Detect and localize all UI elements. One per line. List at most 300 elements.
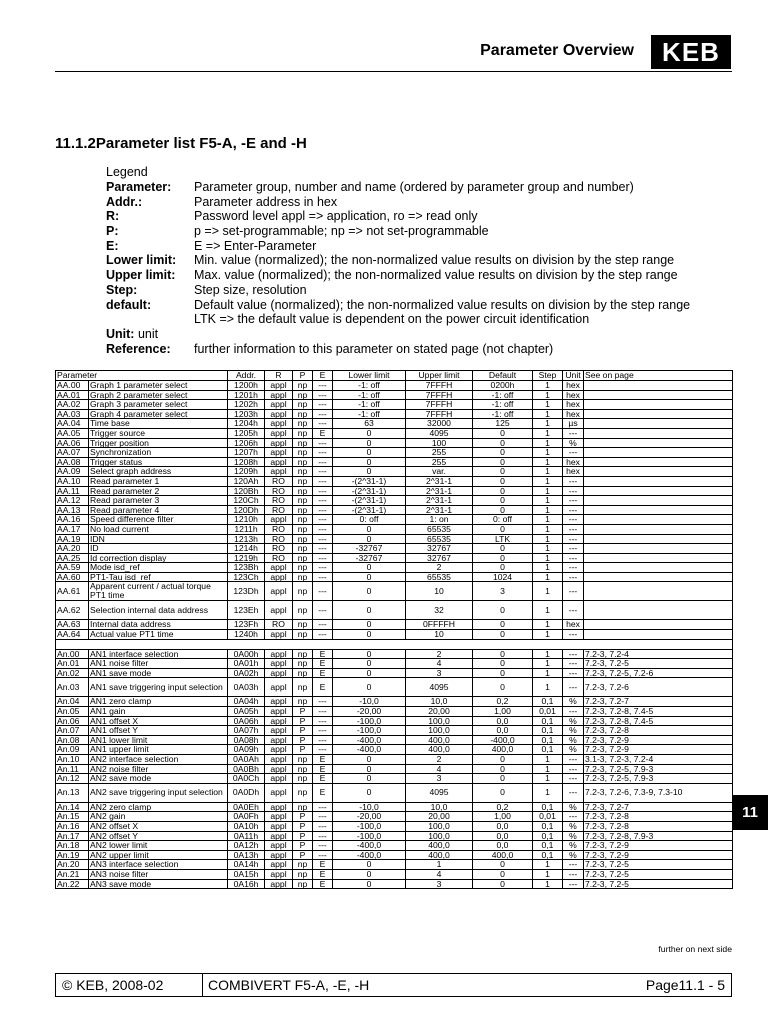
cell-lower-limit: 0 [333,457,406,467]
cell-p: np [293,457,313,467]
cell-step: 1 [533,582,563,601]
cell-addr: 1209h [228,467,265,477]
table-row [56,515,733,525]
cell-upper-limit: 3 [406,774,473,784]
cell-param-id: AA.10 [56,476,89,486]
legend-unit-row [106,327,732,342]
cell-r: appl [265,457,293,467]
cell-r: RO [265,620,293,630]
cell-addr: 0A05h [228,707,265,717]
cell-addr: 1219h [228,553,265,563]
cell-step: 1 [533,438,563,448]
cell-addr: 0A08h [228,735,265,745]
cell-addr: 0A0Fh [228,812,265,822]
cell-r: appl [265,869,293,879]
cell-e: --- [313,448,333,458]
cell-addr: 0A01h [228,659,265,669]
cell-param-name: Synchronization [89,448,228,458]
cell-default: 0 [473,783,533,802]
cell-r: appl [265,601,293,620]
cell-r: appl [265,707,293,717]
cell-addr: 123Bh [228,563,265,573]
cell-upper-limit: 400,0 [406,735,473,745]
table-group-aa [56,381,733,640]
spacer-row [56,639,733,649]
cell-step: 0,1 [533,726,563,736]
cell-step: 0,1 [533,745,563,755]
cell-p: np [293,879,313,889]
cell-unit: --- [563,879,584,889]
cell-r: appl [265,515,293,525]
cell-p: np [293,381,313,391]
cell-lower-limit: 0 [333,678,406,697]
table-row [56,716,733,726]
cell-param-name: AN1 offset X [89,716,228,726]
cell-e: E [313,659,333,669]
cell-lower-limit: 0 [333,563,406,573]
cell-step: 0,1 [533,802,563,812]
cell-r: appl [265,764,293,774]
cell-default: 0: off [473,515,533,525]
cell-step: 1 [533,869,563,879]
cell-unit: % [563,841,584,851]
cell-see-on-page [584,486,733,496]
cell-param-id: AA.19 [56,534,89,544]
table-row [56,381,733,391]
cell-default: 1,00 [473,707,533,717]
cell-param-name: AN2 zero clamp [89,802,228,812]
cell-param-name: AN2 offset X [89,821,228,831]
cell-p: np [293,553,313,563]
cell-e: --- [313,381,333,391]
legend-desc: LTK => the default value is dependent on the power circuit identification [194,312,590,327]
cell-see-on-page: 7.2-3, 7.2-8, 7.4-5 [584,707,733,717]
cell-param-id: AA.12 [56,496,89,506]
cell-unit: --- [563,496,584,506]
table-row [56,630,733,640]
cell-step: 1 [533,381,563,391]
cell-see-on-page [584,572,733,582]
cell-p: np [293,630,313,640]
cell-step: 1 [533,630,563,640]
legend-desc: Step size, resolution [194,282,307,297]
cell-e: E [313,869,333,879]
cell-unit: % [563,850,584,860]
legend-term: Addr.: [106,194,143,209]
cell-unit: --- [563,428,584,438]
cell-step: 1 [533,486,563,496]
table-row [56,678,733,697]
cell-default: 1,00 [473,812,533,822]
cell-unit: % [563,802,584,812]
cell-lower-limit: -10,0 [333,697,406,707]
cell-lower-limit: 0 [333,601,406,620]
legend-unit-desc: unit [137,326,159,341]
page-header-title: Parameter Overview [480,42,634,59]
legend-desc: Min. value (normalized); the non-normalized value results on division by the step range [194,253,675,268]
cell-unit: --- [563,755,584,765]
cell-param-id: AA.08 [56,457,89,467]
table-row [56,812,733,822]
cell-param-name: AN2 lower limit [89,841,228,851]
cell-see-on-page [584,428,733,438]
cell-r: appl [265,428,293,438]
cell-see-on-page: 7.2-3, 7.2-8 [584,821,733,831]
cell-unit: --- [563,534,584,544]
cell-e: --- [313,476,333,486]
cell-unit: % [563,735,584,745]
cell-r: appl [265,850,293,860]
cell-see-on-page: 3.1-3, 7.2-3, 7.2-4 [584,755,733,765]
cell-upper-limit: 100,0 [406,716,473,726]
cell-default: 0 [473,496,533,506]
cell-p: np [293,486,313,496]
cell-r: appl [265,467,293,477]
legend-row [106,209,732,224]
cell-default: 0 [473,755,533,765]
continued-note: further on next side [658,944,732,954]
cell-upper-limit: 1 [406,860,473,870]
cell-default: 0,0 [473,726,533,736]
cell-p: P [293,726,313,736]
cell-param-id: An.19 [56,850,89,860]
cell-param-name: Actual value PT1 time [89,630,228,640]
cell-upper-limit: 65535 [406,534,473,544]
cell-see-on-page: 7.2-3, 7.2-8, 7.9-3 [584,831,733,841]
cell-p: np [293,524,313,534]
cell-p: np [293,563,313,573]
legend-row [106,195,732,210]
cell-see-on-page [584,544,733,554]
cell-addr: 0A13h [228,850,265,860]
cell-unit: --- [563,544,584,554]
cell-e: --- [313,697,333,707]
cell-p: np [293,400,313,410]
cell-param-id: An.03 [56,678,89,697]
cell-lower-limit: 0 [333,630,406,640]
cell-e: --- [313,735,333,745]
cell-param-id: AA.61 [56,582,89,601]
cell-p: np [293,476,313,486]
cell-upper-limit: 32767 [406,553,473,563]
cell-see-on-page: 7.2-3, 7.2-7 [584,697,733,707]
cell-addr: 0A14h [228,860,265,870]
cell-p: np [293,764,313,774]
cell-param-id: An.16 [56,821,89,831]
legend-term: Upper limit: [106,268,176,283]
legend-row [106,268,732,283]
table-row [56,553,733,563]
cell-lower-limit: 0 [333,620,406,630]
legend-term: Lower limit: [106,253,177,268]
cell-r: appl [265,841,293,851]
col-header-upper-limit: Upper limit [406,371,473,381]
cell-r: appl [265,783,293,802]
cell-addr: 0A00h [228,649,265,659]
cell-step: 0,1 [533,841,563,851]
cell-param-id: AA.25 [56,553,89,563]
cell-upper-limit: 2 [406,755,473,765]
cell-see-on-page: 7.2-3, 7.2-8 [584,812,733,822]
table-row [56,534,733,544]
cell-addr: 0A04h [228,697,265,707]
legend-row [106,253,732,268]
cell-step: 0,01 [533,707,563,717]
cell-step: 1 [533,879,563,889]
cell-upper-limit: 255 [406,448,473,458]
cell-addr: 120Bh [228,486,265,496]
cell-default: 0 [473,860,533,870]
cell-r: appl [265,755,293,765]
cell-param-name: Selection internal data address [89,601,228,620]
cell-e: --- [313,841,333,851]
legend-desc: Parameter address in hex [194,194,338,209]
cell-param-name: AN1 save mode [89,668,228,678]
cell-upper-limit: 32767 [406,544,473,554]
cell-param-name: AN2 noise filter [89,764,228,774]
cell-lower-limit: 0 [333,755,406,765]
cell-step: 0,1 [533,831,563,841]
cell-e: --- [313,831,333,841]
cell-lower-limit: 0 [333,572,406,582]
cell-p: np [293,409,313,419]
cell-step: 1 [533,409,563,419]
cell-see-on-page: 7.2-3, 7.2-5, 7.9-3 [584,774,733,784]
table-row [56,735,733,745]
cell-step: 1 [533,774,563,784]
cell-unit: % [563,821,584,831]
cell-unit: % [563,726,584,736]
cell-lower-limit: -400,0 [333,745,406,755]
cell-default: 0,2 [473,697,533,707]
cell-default: 0 [473,428,533,438]
cell-lower-limit: -100,0 [333,821,406,831]
cell-default: 0 [473,879,533,889]
cell-param-id: An.02 [56,668,89,678]
cell-addr: 0A09h [228,745,265,755]
cell-e: E [313,764,333,774]
cell-param-id: An.05 [56,707,89,717]
cell-lower-limit: -10,0 [333,802,406,812]
cell-e: --- [313,850,333,860]
cell-p: np [293,419,313,429]
cell-step: 1 [533,400,563,410]
cell-addr: 120Ah [228,476,265,486]
cell-param-name: Graph 1 parameter select [89,381,228,391]
cell-e: --- [313,601,333,620]
cell-see-on-page [584,534,733,544]
cell-see-on-page [584,601,733,620]
cell-default: 0 [473,467,533,477]
cell-unit: --- [563,524,584,534]
cell-unit: µs [563,419,584,429]
cell-upper-limit: 2^31-1 [406,486,473,496]
cell-upper-limit: 7FFFH [406,409,473,419]
legend-term: default: [106,297,152,312]
cell-lower-limit: -100,0 [333,831,406,841]
cell-lower-limit: -1: off [333,400,406,410]
cell-p: np [293,802,313,812]
cell-p: np [293,428,313,438]
cell-r: appl [265,438,293,448]
cell-param-name: AN1 save triggering input selection [89,678,228,697]
cell-unit: --- [563,563,584,573]
cell-upper-limit: 4 [406,869,473,879]
cell-addr: 0A11h [228,831,265,841]
cell-r: appl [265,400,293,410]
cell-param-name: Mode isd_ref [89,563,228,573]
cell-step: 1 [533,620,563,630]
cell-param-id: AA.62 [56,601,89,620]
cell-param-id: An.20 [56,860,89,870]
cell-step: 0,01 [533,812,563,822]
cell-unit: --- [563,764,584,774]
cell-see-on-page [584,467,733,477]
cell-param-id: AA.11 [56,486,89,496]
cell-param-id: An.15 [56,812,89,822]
cell-addr: 0A0Ch [228,774,265,784]
cell-p: np [293,515,313,525]
cell-unit: --- [563,476,584,486]
table-row [56,601,733,620]
cell-e: --- [313,707,333,717]
cell-param-id: An.21 [56,869,89,879]
cell-upper-limit: 1: on [406,515,473,525]
cell-p: np [293,448,313,458]
cell-e: --- [313,745,333,755]
cell-unit: --- [563,707,584,717]
legend-unit-term: Unit: [106,326,135,341]
cell-param-id: AA.64 [56,630,89,640]
cell-unit: --- [563,448,584,458]
cell-see-on-page [584,630,733,640]
cell-param-name: AN2 upper limit [89,850,228,860]
cell-param-id: AA.63 [56,620,89,630]
cell-default: 0 [473,486,533,496]
chapter-tab[interactable]: 11 [732,795,768,830]
cell-step: 1 [533,601,563,620]
cell-lower-limit: -1: off [333,390,406,400]
cell-lower-limit: -20,00 [333,707,406,717]
cell-param-id: An.18 [56,841,89,851]
cell-step: 0,1 [533,850,563,860]
cell-param-id: An.22 [56,879,89,889]
cell-step: 1 [533,524,563,534]
cell-unit: --- [563,783,584,802]
cell-r: appl [265,582,293,601]
cell-lower-limit: -(2^31-1) [333,505,406,515]
col-header-parameter: Parameter [56,371,228,381]
cell-default: -400,0 [473,735,533,745]
cell-step: 1 [533,419,563,429]
cell-p: np [293,467,313,477]
cell-default: 0,0 [473,841,533,851]
cell-unit: --- [563,860,584,870]
cell-see-on-page: 7.2-3, 7.2-9 [584,850,733,860]
cell-param-id: An.04 [56,697,89,707]
cell-lower-limit: -(2^31-1) [333,486,406,496]
cell-step: 1 [533,476,563,486]
cell-param-id: An.10 [56,755,89,765]
cell-param-name: AN1 zero clamp [89,697,228,707]
legend-desc: Parameter group, number and name (ordered by parameter group and number) [194,180,634,194]
cell-param-name: No load current [89,524,228,534]
legend-row [106,180,732,195]
cell-unit: % [563,745,584,755]
cell-addr: 0A0Ah [228,755,265,765]
cell-unit: hex [563,457,584,467]
cell-param-id: AA.05 [56,428,89,438]
cell-lower-limit: 0 [333,668,406,678]
table-row [56,409,733,419]
cell-lower-limit: 63 [333,419,406,429]
table-row [56,582,733,601]
col-header-step: Step [533,371,563,381]
cell-param-id: An.00 [56,649,89,659]
legend-reference-row [106,342,732,357]
cell-lower-limit: 0 [333,764,406,774]
cell-default: 3 [473,582,533,601]
cell-upper-limit: 10 [406,630,473,640]
cell-param-name: Graph 4 parameter select [89,409,228,419]
cell-see-on-page [584,476,733,486]
page-footer [55,973,732,997]
cell-addr: 1207h [228,448,265,458]
cell-param-id: An.17 [56,831,89,841]
cell-p: P [293,841,313,851]
cell-lower-limit: 0 [333,869,406,879]
header-divider [55,71,732,72]
cell-r: appl [265,726,293,736]
cell-param-name: AN1 interface selection [89,649,228,659]
cell-p: np [293,649,313,659]
cell-addr: 0A02h [228,668,265,678]
cell-param-id: An.12 [56,774,89,784]
cell-addr: 1203h [228,409,265,419]
cell-upper-limit: 0FFFFH [406,620,473,630]
table-row [56,572,733,582]
cell-e: --- [313,457,333,467]
cell-default: 0,2 [473,802,533,812]
cell-unit: hex [563,400,584,410]
cell-param-name: AN1 upper limit [89,745,228,755]
cell-addr: 123Fh [228,620,265,630]
cell-default: -1: off [473,409,533,419]
cell-step: 0,1 [533,716,563,726]
cell-p: P [293,735,313,745]
cell-e: --- [313,802,333,812]
cell-param-name: AN2 interface selection [89,755,228,765]
cell-p: P [293,745,313,755]
col-header-addr: Addr. [228,371,265,381]
cell-see-on-page [584,553,733,563]
cell-lower-limit: 0 [333,879,406,889]
cell-lower-limit: 0 [333,534,406,544]
cell-unit: --- [563,659,584,669]
cell-upper-limit: 3 [406,879,473,889]
cell-param-id: AA.06 [56,438,89,448]
legend-desc: E => Enter-Parameter [194,238,317,253]
cell-lower-limit: 0 [333,438,406,448]
cell-default: 0,0 [473,821,533,831]
cell-unit: --- [563,678,584,697]
cell-lower-limit: 0 [333,448,406,458]
cell-default: 0 [473,601,533,620]
legend-reference-desc: further information to this parameter on stated page (not chapter) [194,341,554,356]
cell-upper-limit: 2 [406,563,473,573]
cell-default: 0 [473,553,533,563]
table-row [56,879,733,889]
